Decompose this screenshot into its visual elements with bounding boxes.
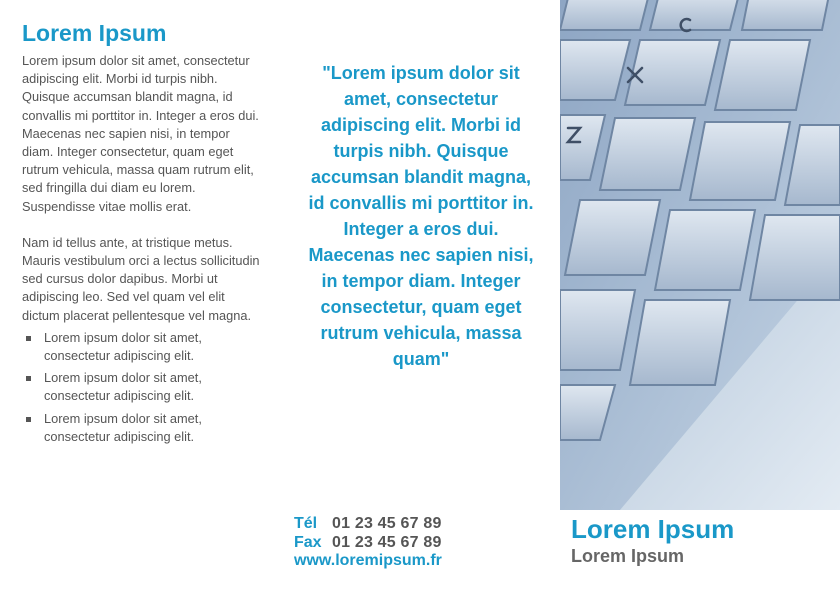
right-subtitle: Lorem Ipsum [571, 546, 685, 566]
square-bullet-icon [26, 336, 31, 341]
list-item-text: Lorem ipsum dolor sit amet, consectetur adipiscing elit. [44, 329, 202, 364]
fax-number: 01 23 45 67 89 [332, 533, 442, 551]
fax-label: Fax [294, 533, 322, 551]
fax-row [294, 534, 442, 553]
list-item-text: Lorem ipsum dolor sit amet, consectetur adipiscing elit. [44, 370, 202, 404]
pull-quote: "Lorem ipsum dolor sit amet, consectetur adipiscing elit. Morbi id turpis nibh. Quisque accumsan blandit magna, id convallis mi porttitor in. Integer a eros dui. Maecenas nec sapien nisi, in tempor diam. Integer consectetur, quam eget rutrum vehicula, massa quam" [308, 63, 534, 369]
list-item [22, 369, 264, 405]
bullet-list [22, 329, 264, 446]
list-item-text: Lorem ipsum dolor sit amet, consectetur adipiscing elit. [44, 410, 202, 444]
square-bullet-icon [26, 417, 31, 422]
contact-block [294, 515, 442, 571]
list-item [22, 329, 264, 365]
left-title: Lorem Ipsum [22, 20, 167, 46]
left-panel [22, 0, 264, 450]
phone-number: 01 23 45 67 89 [332, 515, 442, 532]
left-paragraph-2: Nam id tellus ante, at tristique metus. Mauris vestibulum orci a lectus sollicitudin sed cursus dolor dapibus. Morbi ut adipiscing leo. Sed vel quam vel elit dictum placerat pellentesque vel magna. [22, 234, 260, 323]
website-link[interactable]: www.loremipsum.fr [294, 552, 442, 569]
list-item [22, 410, 264, 446]
right-title: Lorem Ipsum [571, 514, 735, 544]
phone-row [294, 515, 442, 534]
square-bullet-icon [26, 376, 31, 381]
keyboard-photo [560, 0, 840, 510]
left-paragraph-1: Lorem ipsum dolor sit amet, consectetur adipiscing elit. Morbi id turpis nibh. Quisque accumsan blandit magna, id convallis mi porttitor in. Integer a eros dui. Maecenas nec sapien nisi, in tempor diam. Integer consectetur, quam eget rutrum vehicula, massa quam rutrum elit, sed fringilla dui diam eu lorem. Suspendisse vitae mollis erat. [22, 53, 259, 214]
phone-label: Tél [294, 515, 318, 532]
